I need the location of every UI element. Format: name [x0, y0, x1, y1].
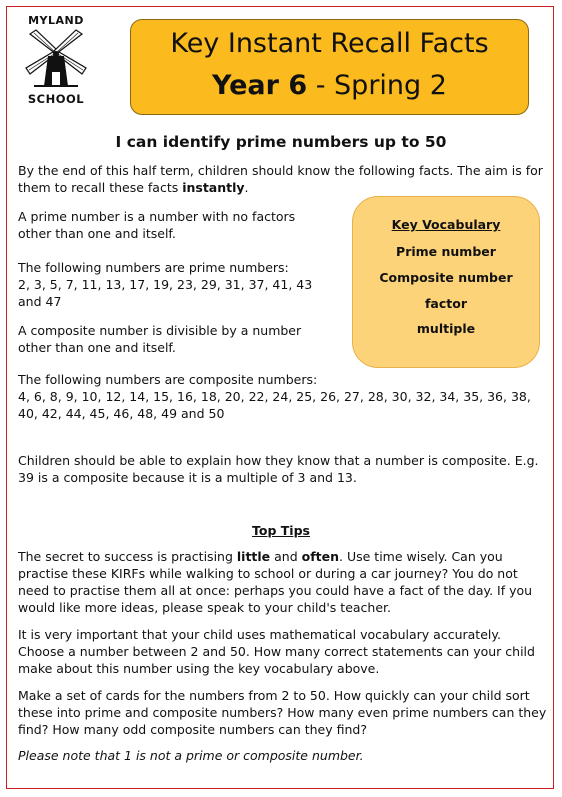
- intro-bold: instantly: [182, 180, 245, 195]
- logo-top-text: MYLAND: [28, 14, 84, 27]
- tip1-text: . Use time wisely. Can you practise these KIRFs while walking to school or during a car journey? You do not need to practise them all at once: perhaps you could have a fact of the day. If you would like more ideas, please speak to your child's teacher.: [18, 549, 533, 615]
- note-text: Please note that 1 is not a prime or composite number.: [18, 748, 364, 763]
- school-logo: [14, 14, 98, 106]
- vocabulary-item: factor: [424, 296, 467, 311]
- page-heading: I can identify prime numbers up to 50: [115, 133, 447, 151]
- logo-bottom-text: SCHOOL: [27, 92, 85, 106]
- intro-paragraph: [18, 162, 543, 196]
- vocabulary-title: Key Vocabulary: [391, 217, 501, 232]
- intro-text: By the end of this half term, children should know the following facts. The aim is for them to recall these facts: [18, 163, 543, 195]
- composite-list: 4, 6, 8, 9, 10, 12, 14, 15, 16, 18, 20, 22, 24, 25, 26, 27, 28, 30, 32, 34, 35, 36, 38, 40, 42, 44, 45, 46, 48, 49 and 50: [18, 389, 531, 421]
- title-term: - Spring 2: [307, 70, 447, 101]
- prime-list-block: [18, 259, 318, 310]
- title-line-1: Key Instant Recall Facts: [170, 28, 489, 59]
- windmill-icon: [24, 28, 88, 90]
- tip-paragraph-1: [18, 548, 548, 616]
- tip-paragraph-2: It is very important that your child uses mathematical vocabulary accurately. Choose a number between 2 and 50. How many correct statements can your child make about this number using the key vocabulary above.: [18, 627, 535, 676]
- vocabulary-item: multiple: [416, 321, 476, 336]
- tip1-bold-often: often: [301, 549, 340, 564]
- composite-list-intro: The following numbers are composite numbers:: [18, 372, 318, 387]
- vocabulary-item: Prime number: [396, 244, 496, 259]
- composite-list-block: [18, 371, 548, 422]
- top-tips-title: Top Tips: [252, 523, 310, 538]
- title-year: Year 6: [212, 70, 308, 101]
- prime-list-intro: The following numbers are prime numbers:: [18, 260, 289, 275]
- prime-list: 2, 3, 5, 7, 11, 13, 17, 19, 23, 29, 31, 37, 41, 43 and 47: [18, 277, 313, 309]
- tip1-text: The secret to success is practising: [18, 549, 237, 564]
- title-line-2: [131, 70, 528, 101]
- explain-paragraph: Children should be able to explain how they know that a number is composite. E.g. 39 is a composite because it is a multiple of 3 and 13.: [18, 453, 539, 485]
- tip-paragraph-3: Make a set of cards for the numbers from 2 to 50. How quickly can your child sort these into prime and composite numbers? How many even prime numbers can they find? How many odd composite numbers can they find?: [18, 688, 547, 737]
- key-vocabulary-box: [352, 196, 540, 368]
- intro-end: .: [244, 180, 249, 195]
- composite-definition: A composite number is divisible by a number other than one and itself.: [18, 323, 302, 355]
- tip1-bold-little: little: [236, 549, 271, 564]
- title-banner: [130, 19, 529, 115]
- vocabulary-item: Composite number: [379, 270, 513, 285]
- prime-definition: A prime number is a number with no factors other than one and itself.: [18, 209, 296, 241]
- tip1-text: and: [270, 549, 302, 564]
